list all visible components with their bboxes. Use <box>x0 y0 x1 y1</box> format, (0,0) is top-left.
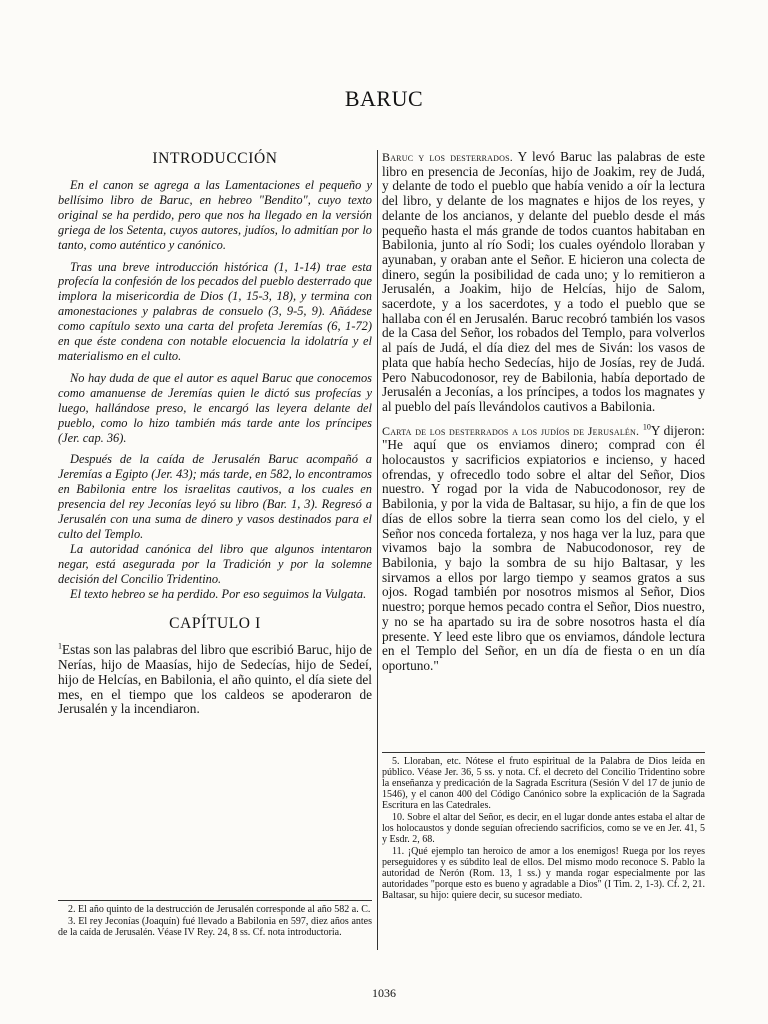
section-baruc-desterrados <box>382 150 705 415</box>
page-number: 1036 <box>372 986 396 1000</box>
book-title: BARUC <box>344 86 424 111</box>
intro-paragraph: El texto hebreo se ha perdido. Por eso seguimos la Vulgata. <box>70 586 367 601</box>
intro-paragraph: Después de la caída de Jerusalén Baruc acompañó a Jeremías a Egipto (Jer. 43); más tarde, en 582, lo encontramos en Babilonia entre los israelitas cautivos, a los cuales en presencia del rey Jeconías leyó su libro (Bar. 1, 3). Regresó a Jerusalén con una suma de dinero y vasos destinados para el culto del Templo. <box>58 452 372 541</box>
verse-1-text: Estas son las palabras del libro que escribió Baruc, hijo de Nerías, hijo de Maasías, hijo de Sedecías, hijo de Sedeí, hijo de Helcías, en Babilonia, el año quinto, el día siete del mes, en el tiempo que los caldeos se apoderaron de Jerusalén y la incendiaron. <box>58 642 372 717</box>
chapter-text-continued <box>382 150 705 674</box>
footnote: 10. Sobre el altar del Señor, es decir, en el lugar donde antes estaba el altar de los holocaustos y donde seguían ofreciendo sacrificios, como se ve en Jer. 41, 5 y Esdr. 2, 68. <box>382 812 705 845</box>
verse-1 <box>58 643 372 717</box>
footnotes-left <box>58 900 372 939</box>
footnote: 3. El rey Jeconías (Joaquín) fué llevado a Babilonia en 597, diez años antes de la caída de Jerusalén. Véase IV Rey. 24, 8 ss. Cf. nota introductoria. <box>58 916 372 938</box>
section-carta <box>382 424 705 674</box>
chapter-text <box>58 643 372 717</box>
intro-paragraph: En el canon se agrega a las Lamentaciones el pequeño y bellísimo libro de Baruc, en hebreo "Bendito", cuyo texto original se ha perdido, pero que nos ha llegado en la versión griega de los Setenta, cuyos autores, judíos, lo admitían por lo tanto, como auténtico y canónico. <box>58 178 372 252</box>
section-title: Carta de los desterrados a los judíos de Jerusalén. <box>382 423 640 438</box>
verse-number: 10 <box>642 422 651 432</box>
chapter-heading: CAPÍTULO I <box>169 615 261 633</box>
intro-heading: INTRODUCCIÓN <box>152 150 278 167</box>
intro-paragraph: Tras una breve introducción histórica (1, 1-14) trae esta profecía la confesión de los pecados del pueblo desterrado que implora la misericordia de Dios (1, 15-3, 18), y termina con amonestaciones y palabras de consuelo (3, 9-5, 9). Añádese como capítulo sexto una carta del profeta Jeremías (6, 1-72) en que éste condena con notable elocuencia la idolatría y el materialismo en el culto. <box>58 259 372 363</box>
footnote: 11. ¡Qué ejemplo tan heroico de amor a los enemigos! Ruega por los reyes perseguidores y es súbdito leal de ellos. Del mismo modo reconoce S. Pablo la autoridad de Nerón (Rom. 13, 1 ss.) y manda rogar especialmente por las autoridades "porque esto es bueno y agradable a Dios" (I Tim. 2, 1-3). Cf. 2, 21. Baltasar, su hijo: quiere decir, su sucesor mediato. <box>382 846 705 901</box>
column-rule <box>377 150 378 950</box>
intro-paragraph: No hay duda de que el autor es aquel Baruc que conocemos como amanuense de Jeremías quien le dictó sus profecías y luego, hallándose preso, le encargó las leyera delante del pueblo, como lo hizo también más tarde ante los príncipes (Jer. cap. 36). <box>58 370 372 445</box>
right-column <box>382 150 705 683</box>
intro-text <box>58 178 372 601</box>
footnote: 5. Lloraban, etc. Nótese el fruto espiritual de la Palabra de Dios leída en público. Véase Jer. 36, 5 ss. y nota. Cf. el decreto del Concilio Tridentino sobre la enseñanza y predicación de la Sagrada Escritura (Sesión V del 17 de junio de 1546), y el canon 400 del Código Canónico sobre la explicación de la Sagrada Escritura en las Catedrales. <box>382 756 705 811</box>
section-title: Baruc y los desterrados. <box>382 150 513 164</box>
section-text: Y levó Baruc las palabras de este libro en presencia de Jeconías, hijo de Joakim, rey de Judá, y delante de todo el pueblo que había venido a oír la lectura del libro, y delante de los magnates e hijos de los reyes, y delante de los ancianos, y delante del pueblo desde el más pequeño hasta el más grande de todos cuantos habitaban en Babilonia, junto al río Sodi; los cuales oyéndolo lloraban y ayunaban, y oraban ante el Señor. E hicieron una colecta de dinero, según la posibilidad de cada uno; y lo remitieron a Jerusalén, a Joakim, hijo de Helcías, hijo de Salom, sacerdote, y a los sacerdotes, y a todo el pueblo que se hallaba con él en Jerusalén. Baruc recobró también los vasos de la Casa del Señor, los robados del Templo, para volverlos al país de Judá, el día diez del mes de Siván: los vasos de plata que había hecho Sedecías, hijo de Josías, rey de Judá. Pero Nabucodonosor, rey de Babilonia, había deportado de Jerusalén a Jeconías, a los príncipes, a todos los magnates y al pueblo del país llevándolos cautivos a Babilonia. <box>382 149 705 414</box>
verse-number: 1 <box>58 642 62 652</box>
section-text: Y dijeron: "He aquí que os enviamos dinero; comprad con él holocaustos y sacrificios expiatorios e incienso, y haced ofrendas, y ofrecedlo todo sobre el altar del Señor, Dios nuestro. Y rogad por la vida de Nabucodonosor, rey de Babilonia, y por la vida de Baltasar, su hijo, a fin de que los días de ellos sobre la tierra sean como los del cielo, y el Señor nos conceda fortaleza, y nos haga ver la luz, para que vivamos bajo la sombra de Nabucodonosor, rey de Babilonia, y bajo la sombra de su hijo Baltasar, y les sirvamos a ellos por largo tiempo y seamos gratos a sus ojos. Rogad también por nosotros mismos al Señor, Dios nuestro; porque hemos pecado contra el Señor, Dios nuestro, y no se ha apartado su ira de sobre nosotros hasta el día presente. Y leed este libro que os enviamos, dándole lectura en el Templo del Señor, en un día de fiesta o en un día oportuno." <box>382 422 705 673</box>
footnote: 2. El año quinto de la destrucción de Jerusalén corresponde al año 582 a. C. <box>68 904 371 915</box>
intro-paragraph: La autoridad canónica del libro que algunos intentaron negar, está asegurada por la Tradición y por la solemne decisión del Concilio Tridentino. <box>58 541 372 586</box>
footnotes-right <box>382 752 705 902</box>
left-column <box>58 150 372 726</box>
